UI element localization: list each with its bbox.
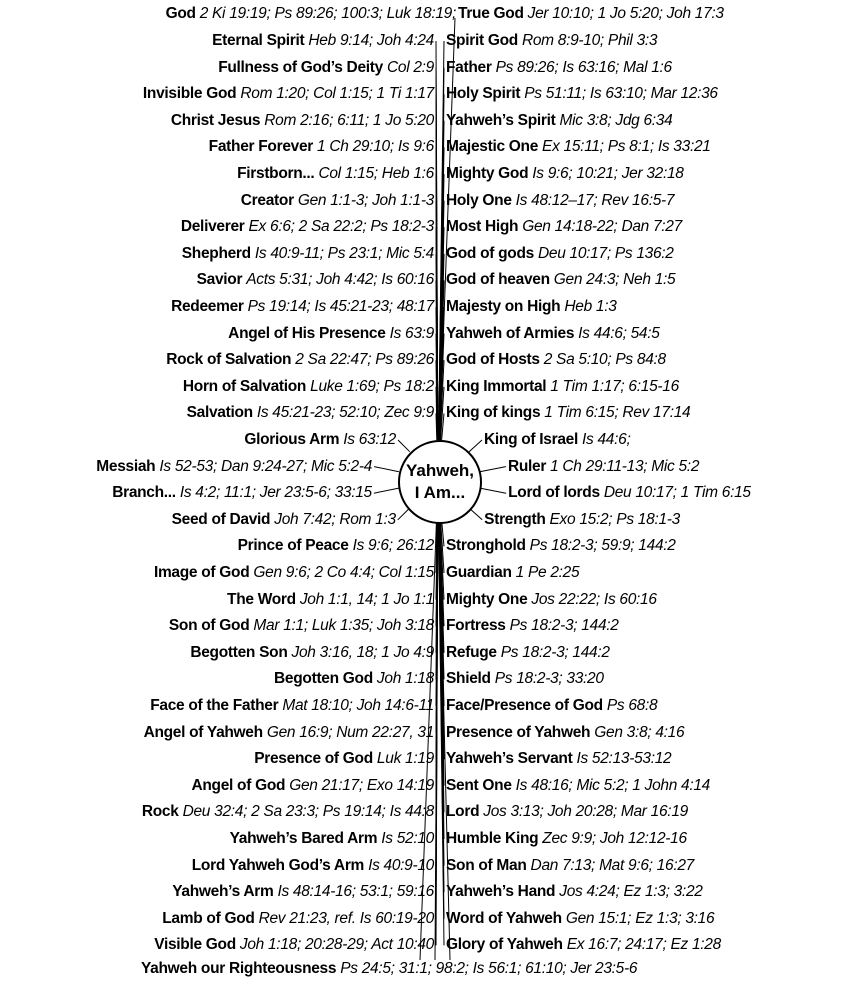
label-name: Majesty on High [446, 298, 561, 315]
right-label-34 [446, 936, 721, 954]
right-label-21 [446, 591, 657, 609]
label-refs: Ex 15:11; Ps 8:1; Is 33:21 [542, 138, 711, 156]
right-label-22 [446, 617, 619, 635]
right-label-19 [446, 537, 676, 555]
label-refs: Ps 51:11; Is 63:10; Mar 12:36 [524, 85, 718, 103]
left-label-30 [230, 830, 434, 848]
label-refs: 1 Tim 6:15; Rev 17:14 [544, 404, 691, 422]
label-refs: Ps 18:2-3; 59:9; 144:2 [529, 537, 676, 555]
left-label-24 [274, 670, 434, 688]
label-name: Spirit God [446, 32, 518, 49]
left-label-19 [238, 537, 434, 555]
ray-line [398, 440, 410, 452]
left-label-17 [112, 484, 372, 502]
left-label-4 [209, 138, 434, 156]
label-name: Lord [446, 803, 480, 821]
label-refs: Dan 7:13; Mat 9:6; 16:27 [530, 856, 694, 874]
label-refs: Ps 18:2-3; 144:2 [509, 617, 619, 635]
label-refs: Joh 1:18 [376, 670, 434, 688]
label-name: Yahweh our Righteousness [141, 960, 337, 977]
label-refs: Exo 15:2; Ps 18:1-3 [549, 510, 680, 528]
label-refs: Ps 89:26; Is 63:16; Mal 1:6 [495, 58, 672, 76]
label-name: Son of Man [446, 856, 527, 874]
label-name: Lord of lords [508, 484, 600, 502]
label-name: Ruler [507, 457, 547, 475]
label-name: Invisible God [142, 85, 237, 103]
label-refs: Is 9:6; 26:12 [352, 537, 434, 555]
label-name: Holy One [446, 191, 512, 209]
label-refs: Gen 9:6; 2 Co 4:4; Col 1:15 [253, 564, 434, 581]
left-label-21 [227, 591, 434, 609]
label-name: God of gods [446, 244, 534, 262]
right-label-30 [446, 830, 687, 848]
left-label-15 [244, 431, 396, 449]
label-refs: Is 63:9 [389, 324, 434, 342]
label-refs: Is 63:12 [343, 431, 396, 448]
label-name: Angel of God [191, 776, 286, 794]
label-name: Yahweh of Armies [446, 324, 575, 342]
label-refs: Gen 15:1; Ez 1:3; 3:16 [565, 909, 715, 927]
label-name: Yahweh’s Spirit [446, 111, 556, 129]
label-name: Branch... [112, 484, 176, 502]
right-label-33 [446, 910, 714, 928]
left-label-29 [142, 803, 434, 821]
label-refs: Deu 32:4; 2 Sa 23:3; Ps 19:14; Is 44:8 [182, 803, 434, 821]
label-name: God of Hosts [446, 351, 540, 369]
label-refs: Mar 1:1; Luk 1:35; Joh 3:18 [253, 617, 434, 635]
label-name: The Word [227, 590, 296, 608]
label-refs: Ps 18:2-3; 144:2 [500, 643, 610, 661]
left-label-13 [183, 378, 434, 396]
label-refs: 2 Ki 19:19; Ps 89:26; 100:3; Luk 18:19; [199, 5, 456, 22]
label-refs: Rev 21:23, ref. Is 60:19-20 [258, 909, 434, 927]
right-label-28 [446, 777, 710, 795]
label-name: Refuge [446, 643, 497, 661]
center-line-2: I Am... [414, 483, 466, 502]
label-refs: Col 2:9 [386, 58, 434, 76]
label-name: King of Israel [484, 431, 578, 448]
label-name: Most High [446, 218, 519, 236]
ray-line [477, 488, 506, 494]
top-left-label [166, 5, 456, 23]
label-refs: Is 4:2; 11:1; Jer 23:5-6; 33:15 [179, 484, 372, 502]
right-label-23 [446, 644, 610, 662]
label-refs: Ps 68:8 [606, 697, 658, 714]
label-name: Strength [484, 510, 546, 528]
label-name: Yahweh’s Servant [446, 750, 573, 768]
left-label-3 [171, 112, 434, 130]
left-label-0 [212, 32, 434, 50]
label-refs: Gen 16:9; Num 22:27, 31 [266, 723, 434, 741]
right-label-18 [484, 511, 680, 529]
label-refs: Is 52:13-53:12 [576, 750, 672, 768]
center-circle [398, 440, 482, 524]
label-name: Begotten God [274, 670, 373, 688]
right-label-11 [446, 325, 660, 343]
label-refs: Jos 3:13; Joh 20:28; Mar 16:19 [483, 803, 688, 821]
label-refs: Is 48:14-16; 53:1; 59:16 [277, 883, 434, 901]
left-label-12 [166, 351, 434, 369]
label-refs: Gen 24:3; Neh 1:5 [553, 271, 676, 289]
right-label-16 [508, 458, 699, 476]
label-name: Rock of Salvation [166, 351, 292, 369]
right-label-3 [446, 112, 672, 130]
label-name: Angel of His Presence [228, 324, 386, 342]
right-label-13 [446, 378, 679, 396]
label-name: Firstborn... [237, 165, 315, 182]
right-label-14 [446, 404, 690, 422]
label-refs: Joh 1:1, 14; 1 Jo 1:1 [299, 590, 434, 608]
label-refs: 1 Ch 29:11-13; Mic 5:2 [550, 457, 700, 475]
left-label-32 [172, 883, 434, 901]
label-refs: Jos 22:22; Is 60:16 [531, 590, 657, 608]
label-name: Majestic One [446, 138, 539, 156]
label-name: King of kings [446, 404, 541, 422]
ray-line [468, 440, 482, 453]
label-name: Fortress [446, 617, 506, 635]
label-name: Father [446, 58, 492, 76]
left-label-31 [192, 857, 434, 875]
label-refs: Is 44:6; 54:5 [578, 324, 660, 342]
ray-line [374, 467, 399, 472]
label-refs: Jos 4:24; Ez 1:3; 3:22 [559, 883, 703, 901]
label-refs: Gen 14:18-22; Dan 7:27 [522, 218, 682, 236]
left-label-22 [169, 617, 434, 635]
right-label-4 [446, 138, 711, 156]
label-name: True God [458, 5, 524, 22]
label-name: Mighty One [446, 590, 528, 608]
label-refs: 1 Ch 29:10; Is 9:6 [317, 138, 434, 156]
label-name: Angel of Yahweh [143, 723, 263, 741]
label-name: Shield [446, 670, 491, 688]
label-name: Creator [240, 191, 294, 209]
left-label-8 [182, 245, 434, 263]
right-label-29 [446, 803, 688, 821]
label-refs: Luk 1:19 [376, 750, 434, 768]
label-name: Sent One [446, 776, 512, 794]
label-refs: Heb 9:14; Joh 4:24 [308, 32, 434, 49]
label-name: Word of Yahweh [446, 909, 562, 927]
label-refs: Joh 3:16, 18; 1 Jo 4:9 [291, 643, 434, 661]
left-label-23 [190, 644, 434, 662]
label-name: Face of the Father [150, 697, 279, 714]
left-label-16 [96, 458, 372, 476]
label-name: Eternal Spirit [212, 32, 305, 49]
left-label-2 [143, 85, 434, 103]
left-label-6 [241, 192, 434, 210]
label-refs: Is 48:16; Mic 5:2; 1 John 4:14 [515, 776, 711, 794]
left-label-33 [162, 910, 434, 928]
label-refs: Luke 1:69; Ps 18:2 [310, 377, 434, 395]
label-name: Holy Spirit [446, 85, 521, 103]
label-refs: Gen 3:8; 4:16 [594, 723, 685, 741]
left-label-5 [237, 165, 434, 183]
label-name: Savior [196, 271, 243, 289]
label-refs: Deu 10:17; 1 Tim 6:15 [603, 484, 751, 502]
label-refs: Rom 1:20; Col 1:15; 1 Ti 1:17 [240, 85, 434, 103]
left-label-1 [218, 59, 434, 77]
label-name: Humble King [446, 830, 539, 847]
label-name: Deliverer [180, 218, 245, 236]
top-right-label [458, 5, 724, 23]
right-label-25 [446, 697, 657, 715]
label-refs: Is 44:6; [582, 431, 631, 448]
right-label-20 [446, 564, 579, 582]
label-name: Presence of God [254, 750, 373, 768]
right-label-26 [446, 724, 684, 742]
right-label-5 [446, 165, 684, 183]
label-refs: Is 40:9-11; Ps 23:1; Mic 5:4 [254, 244, 434, 262]
left-label-18 [172, 511, 396, 529]
label-name: Yahweh’s Hand [446, 883, 556, 901]
label-name: Lord Yahweh God’s Arm [191, 856, 365, 874]
left-label-20 [154, 564, 434, 582]
label-refs: Joh 7:42; Rom 1:3 [274, 510, 396, 528]
right-label-17 [508, 484, 751, 502]
label-refs: Mat 18:10; Joh 14:6-11 [282, 697, 434, 714]
right-label-24 [446, 670, 604, 688]
label-refs: Col 1:15; Heb 1:6 [318, 165, 434, 182]
label-name: Glory of Yahweh [446, 936, 563, 954]
label-refs: Is 9:6; 10:21; Jer 32:18 [532, 165, 684, 182]
label-name: God of heaven [446, 271, 550, 289]
label-refs: Rom 8:9-10; Phil 3:3 [521, 32, 658, 49]
label-name: Yahweh’s Bared Arm [229, 830, 378, 847]
left-label-34 [154, 936, 434, 954]
label-name: Fullness of God’s Deity [218, 58, 383, 76]
right-label-1 [446, 59, 672, 77]
label-refs: Is 45:21-23; 52:10; Zec 9:9 [256, 404, 434, 422]
left-label-28 [191, 777, 434, 795]
right-label-10 [446, 298, 617, 316]
label-refs: Gen 21:17; Exo 14:19 [289, 776, 434, 794]
label-refs: Is 52:10 [381, 830, 434, 847]
label-refs: Gen 1:1-3; Joh 1:1-3 [297, 191, 434, 209]
label-refs: Ex 6:6; 2 Sa 22:2; Ps 18:2-3 [248, 218, 434, 236]
label-refs: Rom 2:16; 6:11; 1 Jo 5:20 [264, 111, 434, 129]
left-label-25 [150, 697, 434, 715]
right-label-7 [446, 218, 682, 236]
right-label-9 [446, 271, 675, 289]
label-name: King Immortal [446, 377, 547, 395]
right-label-31 [446, 857, 694, 875]
left-label-27 [254, 750, 434, 768]
label-name: Glorious Arm [244, 431, 340, 448]
label-refs: Ps 24:5; 31:1; 98:2; Is 56:1; 61:10; Jer 23:5-6 [340, 960, 638, 977]
label-refs: Mic 3:8; Jdg 6:34 [559, 111, 673, 129]
right-label-12 [446, 351, 666, 369]
label-name: Horn of Salvation [182, 377, 307, 395]
ray-line [477, 467, 506, 473]
label-name: Seed of David [171, 510, 271, 528]
label-name: Visible God [154, 936, 236, 954]
label-name: Begotten Son [190, 643, 288, 661]
right-label-0 [446, 32, 657, 50]
right-label-27 [446, 750, 671, 768]
label-name: Presence of Yahweh [446, 723, 591, 741]
label-refs: Is 40:9-10 [368, 856, 434, 874]
label-refs: Is 52-53; Dan 9:24-27; Mic 5:2-4 [159, 457, 373, 475]
label-refs: 2 Sa 5:10; Ps 84:8 [543, 351, 666, 369]
label-name: Redeemer [171, 298, 244, 315]
center-line-1: Yahweh, [405, 461, 475, 480]
label-refs: Jer 10:10; 1 Jo 5:20; Joh 17:3 [527, 5, 724, 22]
right-label-15 [484, 431, 630, 449]
label-name: Father Forever [208, 138, 314, 156]
right-label-6 [446, 192, 674, 210]
label-name: Face/Presence of God [446, 697, 603, 714]
label-name: Mighty God [446, 165, 529, 182]
label-refs: Zec 9:9; Joh 12:12-16 [542, 830, 687, 847]
label-name: Lamb of God [162, 909, 255, 927]
label-name: Yahweh’s Arm [172, 883, 274, 901]
label-refs: Acts 5:31; Joh 4:42; Is 60:16 [246, 271, 434, 289]
label-name: God [165, 5, 196, 22]
label-name: Stronghold [446, 537, 526, 555]
bottom-label [141, 960, 637, 978]
label-refs: Joh 1:18; 20:28-29; Act 10:40 [239, 936, 434, 954]
label-name: Christ Jesus [170, 111, 261, 129]
label-name: Prince of Peace [237, 537, 349, 555]
label-refs: Deu 10:17; Ps 136:2 [537, 244, 674, 262]
label-name: Son of God [168, 617, 250, 635]
left-label-7 [181, 218, 434, 236]
left-label-11 [228, 325, 434, 343]
left-label-14 [187, 404, 434, 422]
left-label-9 [197, 271, 434, 289]
label-name: Image of God [153, 564, 250, 581]
label-refs: Is 48:12–17; Rev 16:5-7 [515, 191, 675, 209]
label-name: Salvation [186, 404, 253, 422]
right-label-32 [446, 883, 703, 901]
left-label-26 [144, 724, 434, 742]
label-refs: Ps 19:14; Is 45:21-23; 48:17 [247, 298, 434, 315]
label-name: Guardian [446, 564, 512, 581]
label-name: Rock [141, 803, 179, 821]
label-refs: Heb 1:3 [564, 298, 617, 315]
label-refs: 1 Tim 1:17; 6:15-16 [550, 377, 679, 395]
label-refs: 1 Pe 2:25 [515, 564, 580, 581]
right-label-8 [446, 245, 674, 263]
label-name: Shepherd [181, 244, 251, 262]
right-label-2 [446, 85, 718, 103]
label-refs: 2 Sa 22:47; Ps 89:26 [295, 351, 434, 369]
left-label-10 [171, 298, 434, 316]
label-refs: Ex 16:7; 24:17; Ez 1:28 [566, 936, 721, 954]
ray-line [374, 488, 399, 493]
label-refs: Ps 18:2-3; 33:20 [494, 670, 604, 688]
label-name: Messiah [96, 457, 156, 475]
